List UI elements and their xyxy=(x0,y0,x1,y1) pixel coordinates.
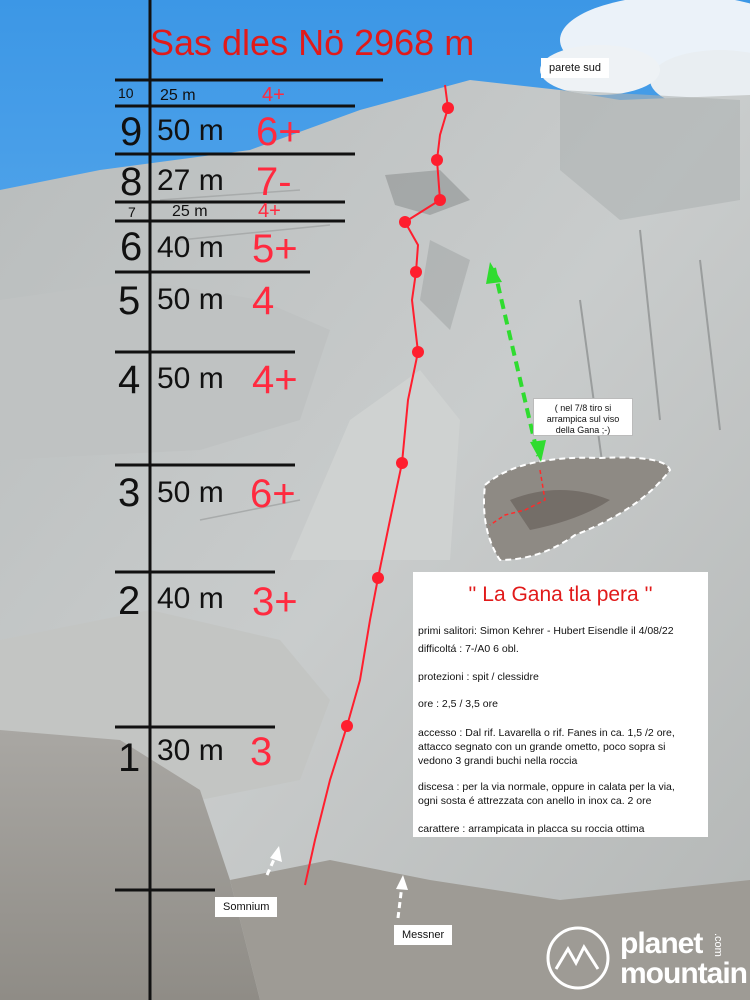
pitch-number: 6 xyxy=(120,225,143,269)
pitch-grade: 3 xyxy=(250,730,273,774)
pitch-length: 40 m xyxy=(157,582,224,615)
logo-text-com: .com xyxy=(712,933,724,957)
pitch-length: 50 m xyxy=(157,283,224,316)
pitch-grade: 5+ xyxy=(252,227,298,271)
route-label-somnium: Somnium xyxy=(215,897,277,917)
logo-icon xyxy=(542,925,614,991)
info-access-2: attacco segnato con un grande ometto, poco sopra si xyxy=(418,741,666,753)
gana-note: ( nel 7/8 tiro si arrampica sul viso della Gana ;-) xyxy=(533,398,633,436)
info-descent-2: ogni sosta é attrezzata con anello in inox ca. 2 ore xyxy=(418,795,652,807)
pitch-number: 10 xyxy=(118,85,134,101)
pitch-number: 5 xyxy=(118,279,141,323)
planetmountain-logo xyxy=(542,925,747,995)
pitch-length: 25 m xyxy=(172,203,208,220)
pitch-grade: 3+ xyxy=(252,580,298,624)
info-descent-1: discesa : per la via normale, oppure in calata per la via, xyxy=(418,781,675,793)
pitch-number: 7 xyxy=(128,204,136,220)
pitch-grade: 6+ xyxy=(256,110,302,154)
pitch-grade: 4+ xyxy=(258,200,281,222)
pitch-number: 4 xyxy=(118,358,141,402)
wall-label: parete sud xyxy=(541,58,609,78)
info-first-ascent: primi salitori: Simon Kehrer - Hubert Eisendle il 4/08/22 xyxy=(418,625,674,637)
info-protection: protezioni : spit / clessidre xyxy=(418,671,539,683)
info-access-3: vedono 3 grandi buchi nella roccia xyxy=(418,755,578,767)
pitch-number: 8 xyxy=(120,160,143,204)
pitch-length: 50 m xyxy=(157,114,224,147)
info-character: carattere : arrampicata in placca su roccia ottima xyxy=(418,823,645,835)
pitch-number: 9 xyxy=(120,110,143,154)
pitch-grade: 4+ xyxy=(252,358,298,402)
pitch-length: 25 m xyxy=(160,87,196,104)
pitch-grade: 4+ xyxy=(262,84,285,106)
logo-text-mountain: mountain xyxy=(620,957,747,990)
pitch-number: 1 xyxy=(118,736,141,780)
pitch-length: 40 m xyxy=(157,231,224,264)
pitch-length: 27 m xyxy=(157,164,224,197)
info-difficulty: difficoltá : 7-/A0 6 obl. xyxy=(418,643,519,655)
info-access-1: accesso : Dal rif. Lavarella o rif. Fanes in ca. 1,5 /2 ore, xyxy=(418,727,675,739)
info-time: ore : 2,5 / 3,5 ore xyxy=(418,698,498,710)
pitch-grade: 7- xyxy=(256,160,292,204)
route-name: '' La Gana tla pera '' xyxy=(468,583,653,606)
route-label-messner: Messner xyxy=(394,925,452,945)
logo-text-planet: planet xyxy=(620,927,703,960)
pitch-length: 50 m xyxy=(157,476,224,509)
pitch-grade: 6+ xyxy=(250,472,296,516)
pitch-length: 30 m xyxy=(157,734,224,767)
page-title: Sas dles Nö 2968 m xyxy=(150,22,475,63)
pitch-grade: 4 xyxy=(252,279,275,323)
route-info-panel xyxy=(413,572,708,837)
pitch-number: 2 xyxy=(118,579,141,623)
pitch-number: 3 xyxy=(118,471,141,515)
pitch-length: 50 m xyxy=(157,362,224,395)
